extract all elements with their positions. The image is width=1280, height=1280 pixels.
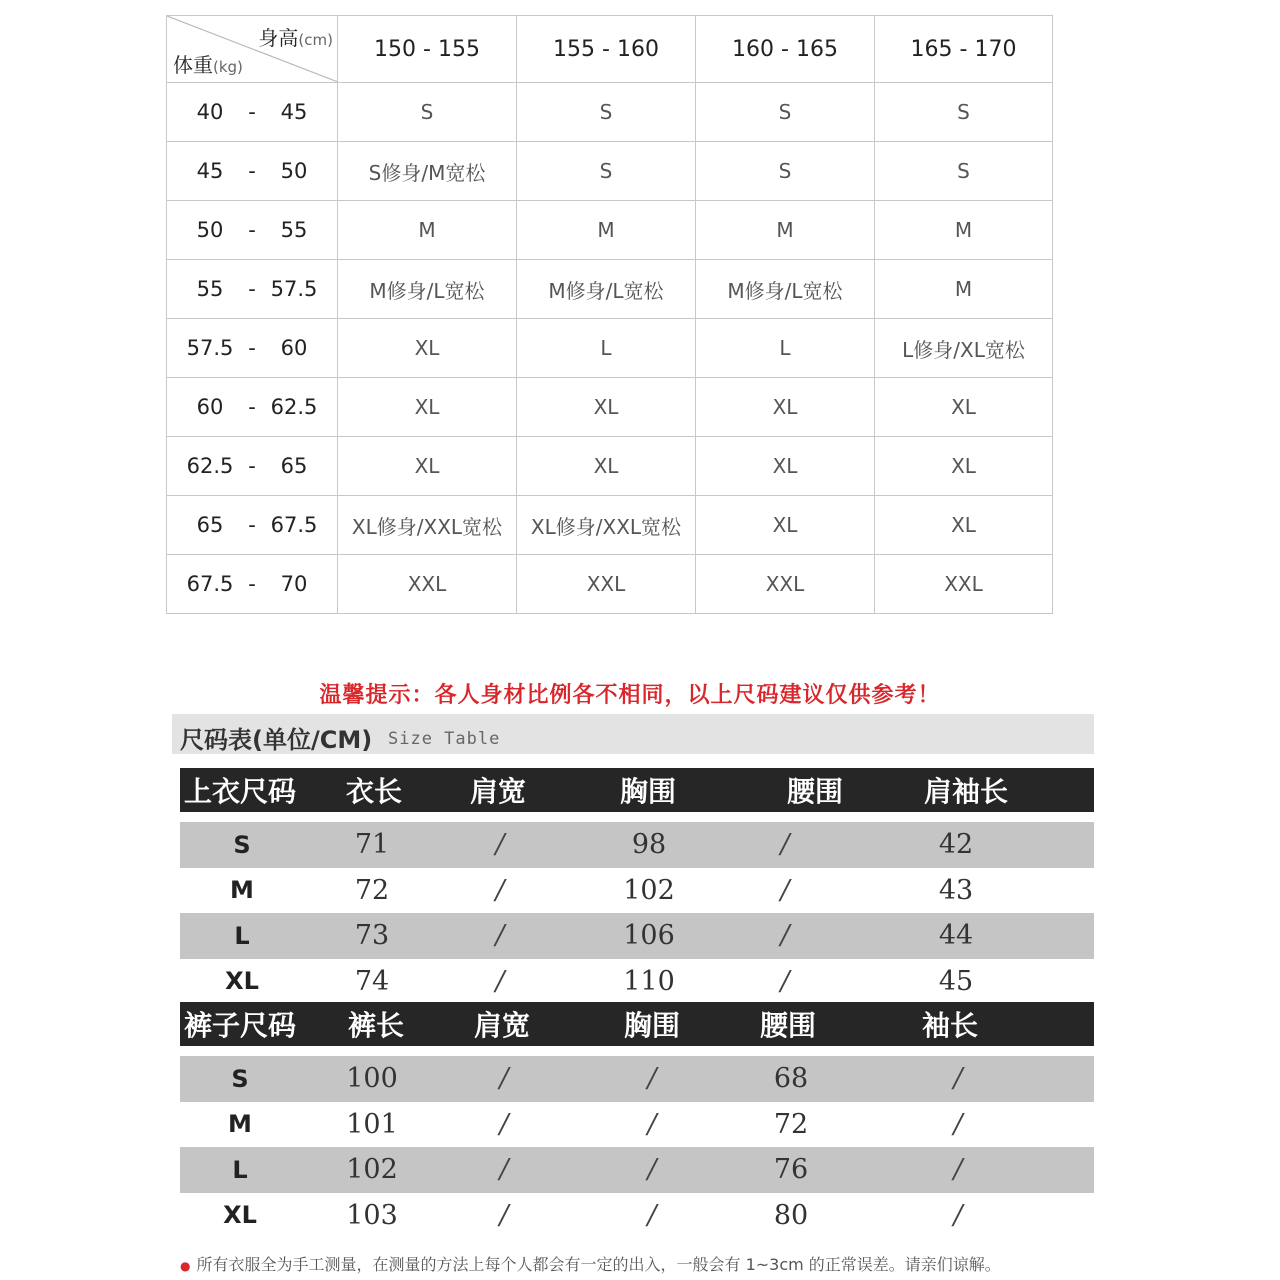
height-range-header: 165 - 170: [875, 16, 1053, 83]
range-dash: -: [248, 100, 256, 124]
weight-to: 62.5: [270, 395, 318, 419]
size-label: M: [230, 876, 254, 905]
weight-range-cell: [167, 83, 338, 142]
weight-range-cell: [167, 555, 338, 614]
weight-to: 67.5: [270, 513, 318, 537]
measurement-value: /: [499, 1108, 509, 1140]
recommended-size-cell: S: [875, 142, 1053, 201]
recommended-size-cell: XL: [338, 378, 517, 437]
recommended-size-cell: XL修身/XXL宽松: [517, 496, 696, 555]
recommended-size-cell: M: [696, 201, 875, 260]
recommended-size-cell: S: [696, 83, 875, 142]
grid-header-row: [167, 16, 1053, 83]
measurement-value: /: [780, 829, 790, 861]
measurement-value: 71: [354, 829, 390, 861]
weight-from: 67.5: [186, 572, 234, 596]
measurement-value: 110: [623, 965, 675, 997]
weight-range-cell: [167, 201, 338, 260]
size-label: S: [233, 830, 251, 859]
weight-to: 60: [280, 336, 308, 360]
measurement-value: 103: [346, 1199, 398, 1231]
height-axis-label: 身高(cm): [258, 26, 333, 50]
measurement-value: 42: [938, 829, 974, 861]
grid-corner-cell: [167, 16, 338, 83]
tip-text: 温馨提示：各人身材比例各不相同，以上尺码建议仅供参考！: [319, 682, 941, 708]
measurement-value: 106: [623, 920, 675, 952]
weight-to: 65: [280, 454, 308, 478]
recommended-size-cell: XL: [696, 378, 875, 437]
weight-from: 40: [196, 100, 224, 124]
recommended-size-cell: XL: [875, 378, 1053, 437]
measurement-value: /: [495, 920, 505, 952]
bullet-icon: ●: [180, 1259, 191, 1273]
weight-to: 57.5: [270, 277, 318, 301]
measurement-value: /: [499, 1063, 509, 1095]
measurement-value: 72: [354, 874, 390, 906]
range-dash: -: [248, 395, 256, 419]
weight-from: 62.5: [186, 454, 234, 478]
measurement-value: /: [780, 874, 790, 906]
measurement-value: 72: [773, 1108, 809, 1140]
recommended-size-cell: XL: [696, 496, 875, 555]
recommended-size-cell: XXL: [338, 555, 517, 614]
measurement-value: /: [647, 1199, 657, 1231]
size-table-subtitle: Size Table: [388, 729, 501, 749]
grid-row: [167, 496, 1053, 555]
recommended-size-cell: XL: [338, 437, 517, 496]
size-label: XL: [225, 967, 259, 996]
grid-row: [167, 201, 1053, 260]
measurement-value: /: [953, 1199, 963, 1231]
grid-row: [167, 83, 1053, 142]
pants-table-row: [180, 1147, 1094, 1193]
measurement-value: 102: [623, 874, 675, 906]
recommended-size-cell: M: [338, 201, 517, 260]
pants-header-row: [180, 1002, 1094, 1046]
height-range-header: 155 - 160: [517, 16, 696, 83]
weight-to: 55: [280, 218, 308, 242]
measurement-value: /: [647, 1108, 657, 1140]
recommended-size-cell: M: [875, 260, 1053, 319]
measurement-value: /: [647, 1154, 657, 1186]
recommended-size-cell: XL: [517, 437, 696, 496]
pants-table-row: [180, 1102, 1094, 1148]
tops-column-header: 衣长: [346, 775, 403, 808]
pants-table-row: [180, 1056, 1094, 1102]
weight-range-cell: [167, 142, 338, 201]
weight-from: 60: [196, 395, 224, 419]
measurement-value: /: [953, 1154, 963, 1186]
measurement-value: 44: [938, 920, 974, 952]
measurement-value: 80: [773, 1199, 809, 1231]
measurement-note: [180, 1252, 1001, 1275]
tops-column-header: 肩宽: [470, 775, 527, 808]
measurement-value: 101: [346, 1108, 398, 1140]
range-dash: -: [248, 336, 256, 360]
pants-size-table: [180, 1002, 1094, 1238]
tops-column-header: 胸围: [620, 775, 677, 808]
measurement-value: /: [495, 965, 505, 997]
recommended-size-cell: L: [696, 319, 875, 378]
measurement-value: /: [780, 920, 790, 952]
measurement-value: 43: [938, 874, 974, 906]
pants-column-header: 裤长: [348, 1009, 405, 1042]
recommended-size-cell: XXL: [875, 555, 1053, 614]
recommended-size-cell: XL: [875, 437, 1053, 496]
range-dash: -: [248, 513, 256, 537]
recommended-size-cell: S修身/M宽松: [338, 142, 517, 201]
grid-row: [167, 319, 1053, 378]
weight-from: 57.5: [186, 336, 234, 360]
measurement-value: /: [495, 829, 505, 861]
pants-table-row: [180, 1193, 1094, 1239]
tops-header-row: [180, 768, 1094, 812]
recommended-size-cell: XL: [517, 378, 696, 437]
measurement-value: /: [495, 874, 505, 906]
tops-table-row: [180, 868, 1094, 914]
range-dash: -: [248, 454, 256, 478]
weight-to: 70: [280, 572, 308, 596]
weight-to: 50: [280, 159, 308, 183]
recommended-size-cell: M修身/L宽松: [517, 260, 696, 319]
recommended-size-cell: S: [517, 142, 696, 201]
weight-from: 45: [196, 159, 224, 183]
recommended-size-cell: XL: [875, 496, 1053, 555]
tops-table-row: [180, 822, 1094, 868]
weight-range-cell: [167, 437, 338, 496]
measurement-value: 102: [346, 1154, 398, 1186]
weight-from: 65: [196, 513, 224, 537]
weight-range-cell: [167, 319, 338, 378]
weight-range-cell: [167, 378, 338, 437]
recommended-size-cell: XL修身/XXL宽松: [338, 496, 517, 555]
weight-axis-label: 体重(kg): [173, 53, 243, 77]
measurement-value: 74: [354, 965, 390, 997]
pants-column-header: 袖长: [922, 1009, 979, 1042]
recommended-size-cell: S: [875, 83, 1053, 142]
recommended-size-cell: XXL: [517, 555, 696, 614]
measurement-value: 73: [354, 920, 390, 952]
size-table-title: 尺码表(单位/CM): [180, 726, 373, 754]
height-range-header: 160 - 165: [696, 16, 875, 83]
measurement-value: 100: [346, 1063, 398, 1095]
tops-column-header: 肩袖长: [924, 775, 1009, 808]
measurement-value: 98: [631, 829, 667, 861]
weight-from: 50: [196, 218, 224, 242]
grid-row: [167, 142, 1053, 201]
tops-size-table: [180, 768, 1094, 1004]
size-label: XL: [223, 1201, 257, 1230]
size-label: S: [231, 1064, 249, 1093]
recommended-size-cell: M修身/L宽松: [338, 260, 517, 319]
tops-column-header: 上衣尺码: [184, 775, 297, 808]
weight-to: 45: [280, 100, 308, 124]
recommended-size-cell: S: [338, 83, 517, 142]
recommended-size-cell: XL: [696, 437, 875, 496]
range-dash: -: [248, 572, 256, 596]
tops-table-row: [180, 959, 1094, 1005]
measurement-value: /: [953, 1063, 963, 1095]
height-weight-size-grid: [166, 15, 1053, 614]
recommended-size-cell: XXL: [696, 555, 875, 614]
measurement-value: /: [499, 1199, 509, 1231]
range-dash: -: [248, 218, 256, 242]
grid-row: [167, 555, 1053, 614]
grid-row: [167, 437, 1053, 496]
weight-from: 55: [196, 277, 224, 301]
range-dash: -: [248, 159, 256, 183]
range-dash: -: [248, 277, 256, 301]
measurement-value: 45: [938, 965, 974, 997]
pants-column-header: 胸围: [624, 1009, 681, 1042]
recommended-size-cell: M修身/L宽松: [696, 260, 875, 319]
measurement-value: 68: [773, 1063, 809, 1095]
recommended-size-cell: M: [517, 201, 696, 260]
pants-column-header: 裤子尺码: [184, 1009, 297, 1042]
grid-row: [167, 260, 1053, 319]
recommended-size-cell: M: [875, 201, 1053, 260]
weight-range-cell: [167, 260, 338, 319]
measurement-value: /: [780, 965, 790, 997]
size-label: L: [232, 1155, 248, 1184]
size-label: L: [234, 921, 250, 950]
measurement-value: 76: [773, 1154, 809, 1186]
measurement-value: /: [499, 1154, 509, 1186]
measurement-value: /: [953, 1108, 963, 1140]
pants-column-header: 肩宽: [474, 1009, 531, 1042]
height-range-header: 150 - 155: [338, 16, 517, 83]
recommended-size-cell: L修身/XL宽松: [875, 319, 1053, 378]
tops-column-header: 腰围: [787, 775, 844, 808]
measurement-note-text: 所有衣服全为手工测量，在测量的方法上每个人都会有一定的出入，一般会有 1~3cm 的正常误差。请亲们谅解。: [196, 1255, 1001, 1274]
grid-row: [167, 378, 1053, 437]
recommended-size-cell: S: [517, 83, 696, 142]
size-table-band: [172, 714, 1094, 754]
tops-table-row: [180, 913, 1094, 959]
weight-range-cell: [167, 496, 338, 555]
recommended-size-cell: XL: [338, 319, 517, 378]
recommended-size-cell: S: [696, 142, 875, 201]
measurement-value: /: [647, 1063, 657, 1095]
recommended-size-cell: L: [517, 319, 696, 378]
pants-column-header: 腰围: [760, 1009, 817, 1042]
size-label: M: [228, 1110, 252, 1139]
